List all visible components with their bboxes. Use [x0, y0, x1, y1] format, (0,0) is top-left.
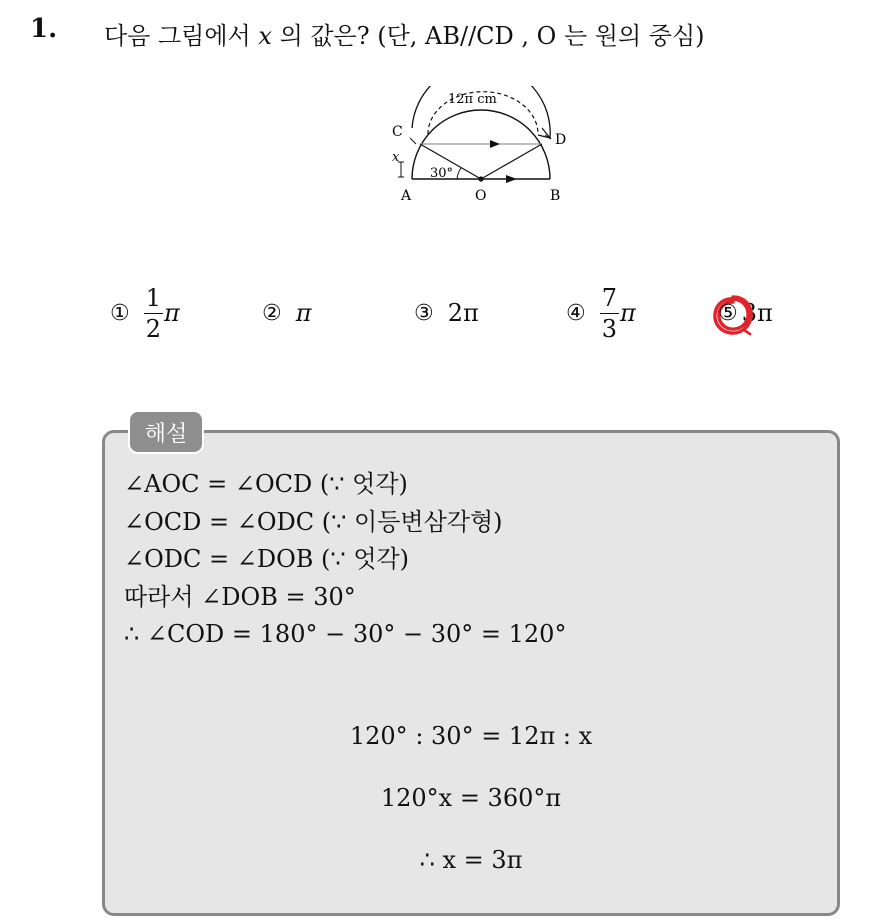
center-o-dot: [478, 176, 483, 181]
choice-4-fraction: [600, 283, 619, 343]
choice-3[interactable]: [414, 278, 479, 348]
point-d-label: D: [555, 132, 567, 148]
choice-5-number: ⑤: [718, 300, 738, 326]
choice-4-denominator: 3: [601, 314, 618, 343]
choice-2[interactable]: [262, 278, 312, 348]
choice-1-number: ①: [110, 300, 130, 326]
cd-arrow: [490, 140, 500, 148]
ab-arrow: [506, 175, 517, 183]
question-text-after: 의 값은? (단, AB//CD , O 는 원의 중심): [279, 22, 705, 50]
choice-3-value: 2π: [447, 299, 479, 327]
segment-od: [481, 144, 542, 179]
angle-arc: [457, 168, 461, 179]
solution-equation-2: 120°x = 360°π: [380, 784, 562, 812]
semicircle-figure: [388, 86, 568, 204]
c-tick: [410, 138, 416, 144]
outer-arc-arrow: [538, 128, 550, 138]
solution-line-1: ∠AOC = ∠OCD (∵ 엇각): [124, 470, 408, 498]
arc-length-label: 12π cm: [448, 92, 497, 107]
point-b-label: B: [550, 188, 561, 204]
solution-line-3: ∠ODC = ∠DOB (∵ 엇각): [124, 545, 410, 573]
question-text-before: 다음 그림에서: [104, 22, 251, 50]
choice-1-numerator: 1: [145, 283, 162, 312]
choice-4-number: ④: [566, 300, 586, 326]
angle-label: 30°: [430, 166, 454, 181]
choice-5-value: 3π: [741, 299, 773, 327]
choice-2-value: π: [295, 299, 312, 327]
choice-5[interactable]: [718, 278, 773, 348]
solution-equation-1: 120° : 30° = 12π : x: [349, 722, 593, 750]
choice-4-numerator: 7: [601, 283, 618, 312]
point-o-label: O: [475, 188, 487, 204]
choice-2-number: ②: [262, 300, 282, 326]
question-text: [104, 16, 705, 51]
solution-lines: [124, 466, 566, 654]
choice-4[interactable]: [566, 278, 636, 348]
choice-1[interactable]: [110, 278, 180, 348]
choice-4-pi: π: [620, 299, 636, 327]
solution-line-5: ∴ ∠COD = 180° − 30° − 30° = 120°: [124, 620, 567, 648]
point-c-label: C: [392, 124, 403, 140]
answer-choices: [0, 278, 884, 348]
solution-equation-3: ∴ x = 3π: [419, 846, 523, 874]
solution-line-4: 따라서 ∠DOB = 30°: [124, 582, 356, 611]
choice-1-fraction: [144, 283, 163, 343]
choice-1-pi: π: [164, 299, 180, 327]
choice-3-number: ③: [414, 300, 434, 326]
question-number: 1.: [30, 14, 58, 44]
point-a-label: A: [401, 188, 412, 204]
solution-line-2: ∠OCD = ∠ODC (∵ 이등변삼각형): [124, 507, 503, 536]
question-variable: x: [258, 22, 272, 50]
x-label: x: [392, 150, 400, 165]
solution-tag: 해설: [128, 410, 204, 454]
choice-1-denominator: 2: [145, 314, 162, 343]
